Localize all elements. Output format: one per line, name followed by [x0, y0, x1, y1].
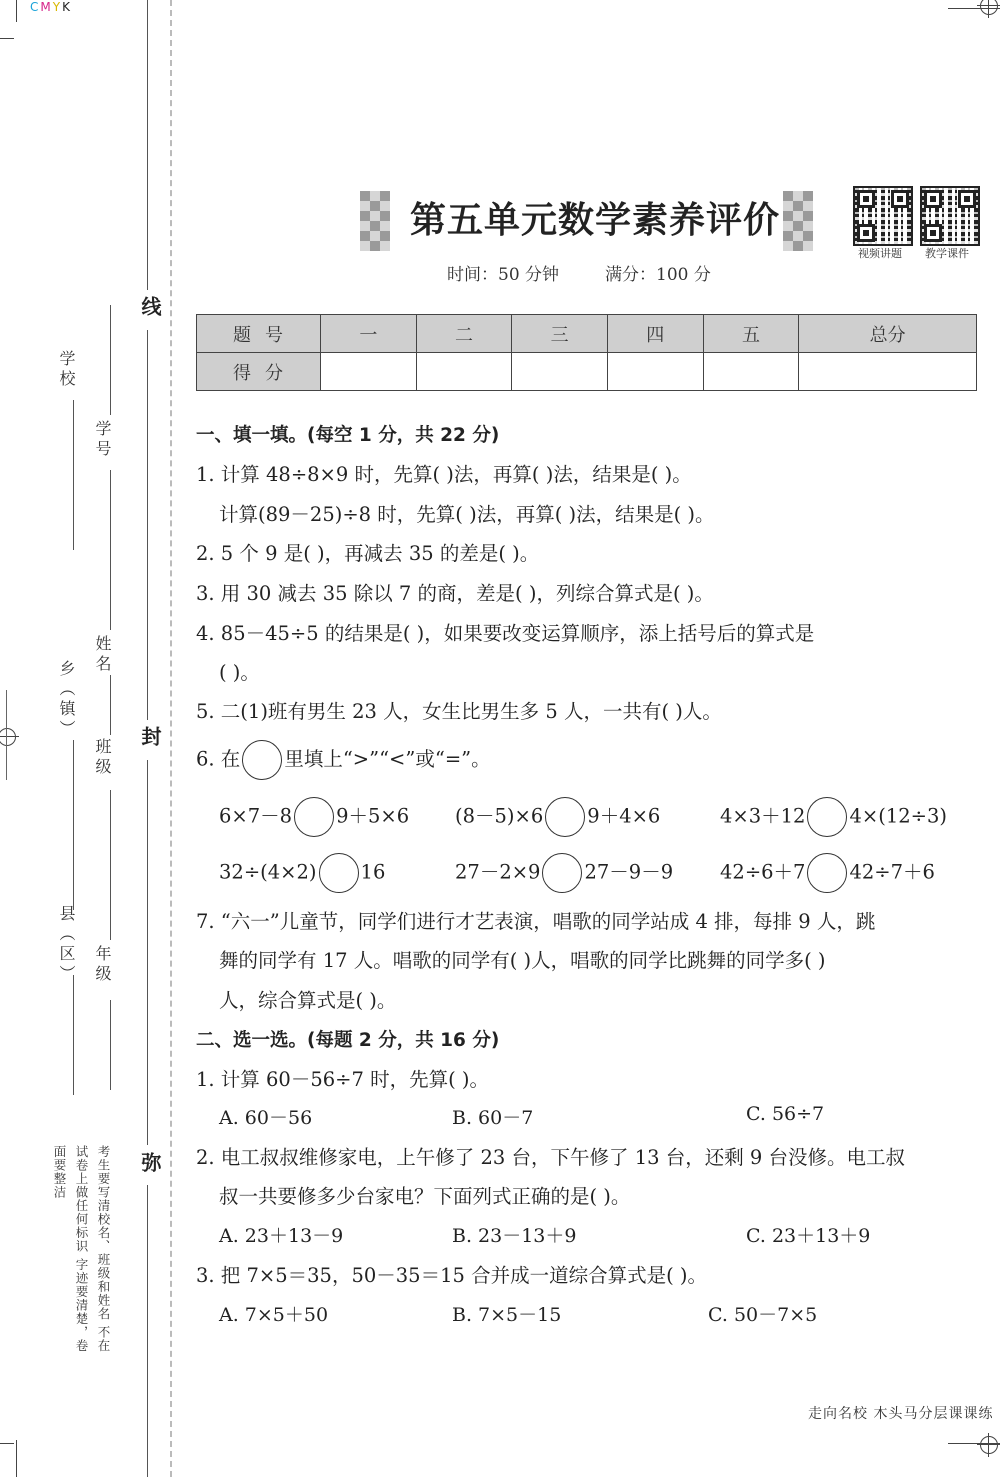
score-header-total: 总分 [799, 315, 977, 353]
answer-circle[interactable] [294, 797, 334, 837]
score-header-5: 五 [703, 315, 799, 353]
student-number-label: 学号 [93, 420, 112, 460]
registration-mark-icon [0, 728, 16, 746]
question-7-line-3: 人，综合算式是( )。 [219, 989, 397, 1012]
section-2-heading: 二、选一选。(每题 2 分，共 16 分) [196, 1030, 500, 1051]
compare-item-4 [219, 853, 385, 893]
question-1-line-1: 1. 计算 48÷8×9 时，先算( )法，再算( )法，结果是( )。 [196, 463, 692, 486]
binding-rule [147, 760, 148, 1145]
registration-mark-icon [980, 1436, 998, 1454]
question-2: 2. 5 个 9 是( )，再减去 35 的差是( )。 [196, 542, 540, 565]
score-cell-3[interactable] [512, 353, 608, 391]
exam-time: 时间：50 分钟 [447, 265, 560, 285]
notice-line: 考生要写清校名、班级和姓名 [96, 1145, 111, 1321]
crop-mark [0, 38, 14, 39]
choice-1-option-c[interactable]: C. 56÷7 [746, 1103, 825, 1125]
county-label: 县（区） [57, 905, 76, 985]
choice-question-3: 3. 把 7×5＝35，50－35＝15 合并成一道综合算式是( )。 [196, 1264, 708, 1287]
crop-mark [16, 1440, 17, 1477]
answer-circle[interactable] [807, 853, 847, 893]
score-header-2: 二 [416, 315, 512, 353]
compare-item-6 [720, 853, 935, 893]
exam-full-marks: 满分：100 分 [605, 265, 711, 285]
name-field[interactable] [110, 470, 111, 630]
binding-rule [147, 0, 148, 290]
school-label: 学校 [57, 350, 76, 390]
question-1-line-2: 计算(89－25)÷8 时，先算( )法，再算( )法，结果是( )。 [219, 503, 715, 526]
cut-mark-line: 线 [138, 296, 162, 316]
class-field[interactable] [110, 675, 111, 735]
score-header-3: 三 [512, 315, 608, 353]
exam-notice [48, 1145, 114, 1365]
compare-right: 27－9－9 [584, 860, 674, 884]
name-label: 姓名 [93, 635, 112, 675]
qr-code-icon[interactable] [920, 186, 980, 246]
compare-item-2 [455, 797, 660, 837]
binding-rule [147, 330, 148, 720]
section-1-heading: 一、填一填。(每空 1 分，共 22 分) [196, 425, 500, 446]
school-field[interactable] [73, 400, 74, 550]
color-bar-c: C [30, 0, 41, 14]
compare-right: 42÷7＋6 [849, 860, 935, 884]
qr-code-icon[interactable] [853, 186, 913, 246]
score-header-1: 一 [321, 315, 417, 353]
score-cell-total[interactable] [799, 353, 977, 391]
choice-2-option-b[interactable]: B. 23－13＋9 [452, 1225, 577, 1247]
grade-label: 年级 [93, 945, 112, 985]
answer-circle[interactable] [319, 853, 359, 893]
choice-1-option-b[interactable]: B. 60－7 [452, 1107, 534, 1129]
score-cell-5[interactable] [703, 353, 799, 391]
choice-2-option-c[interactable]: C. 23＋13＋9 [746, 1225, 871, 1247]
compare-right: 4×(12÷3) [849, 804, 947, 828]
footer-series: 走向名校 木头马分层课课练 [808, 1406, 994, 1422]
registration-mark-icon [980, 0, 998, 15]
crop-mark [0, 1443, 14, 1444]
cut-mark-close: 弥 [138, 1152, 162, 1172]
choice-2-option-a[interactable]: A. 23＋13－9 [219, 1225, 344, 1247]
score-header-4: 四 [607, 315, 703, 353]
compare-right: 16 [360, 860, 386, 884]
question-3: 3. 用 30 减去 35 除以 7 的商，差是( )，列综合算式是( )。 [196, 582, 714, 605]
choice-3-option-a[interactable]: A. 7×5＋50 [219, 1304, 329, 1326]
compare-item-1 [219, 797, 409, 837]
compare-circle-icon [242, 740, 282, 780]
color-bar-k: K [62, 0, 72, 14]
notice-line: 不在试卷上做任何标识 [74, 1145, 111, 1353]
score-row-label: 得分 [197, 353, 321, 391]
qr-label-courseware: 教学课件 [925, 247, 969, 260]
binding-dashed-line [170, 0, 172, 1477]
answer-circle[interactable] [542, 853, 582, 893]
county-field[interactable] [73, 975, 74, 1095]
question-6-prefix: 6. 在 [196, 747, 241, 771]
score-cell-2[interactable] [416, 353, 512, 391]
answer-circle[interactable] [807, 797, 847, 837]
compare-right: 9＋5×6 [336, 804, 410, 828]
question-5: 5. 二(1)班有男生 23 人，女生比男生多 5 人，一共有( )人。 [196, 700, 722, 723]
compare-item-5 [455, 853, 673, 893]
title-decoration-right [783, 191, 813, 251]
score-cell-1[interactable] [321, 353, 417, 391]
color-bar-m: M [40, 0, 53, 14]
qr-label-video: 视频讲题 [858, 247, 902, 260]
crop-mark [16, 0, 17, 22]
choice-question-1: 1. 计算 60－56÷7 时，先算( )。 [196, 1068, 489, 1091]
compare-left: 4×3＋12 [720, 804, 806, 828]
cut-mark-seal: 封 [138, 726, 162, 746]
score-table [196, 314, 977, 391]
binding-rule [110, 1000, 111, 1090]
question-4-line-2: ( )。 [219, 661, 260, 684]
color-bar [30, 0, 72, 14]
choice-3-option-b[interactable]: B. 7×5－15 [452, 1304, 562, 1326]
compare-item-3 [720, 797, 947, 837]
exam-info [447, 260, 757, 285]
compare-left: (8－5)×6 [455, 804, 544, 828]
compare-left: 42÷6＋7 [720, 860, 806, 884]
question-7-line-1: 7. “六一”儿童节，同学们进行才艺表演，唱歌的同学站成 4 排，每排 9 人，跳 [196, 910, 876, 933]
student-number-field[interactable] [110, 305, 111, 415]
question-6-text: 里填上“>”“<”或“=”。 [284, 747, 491, 771]
choice-question-2-line-2: 叔一共要修多少台家电？下面列式正确的是( )。 [219, 1185, 631, 1208]
compare-left: 6×7－8 [219, 804, 293, 828]
choice-question-2-line-1: 2. 电工叔叔维修家电，上午修了 23 台，下午修了 13 台，还剩 9 台没修。电工叔 [196, 1146, 906, 1169]
score-cell-4[interactable] [607, 353, 703, 391]
crop-mark [6, 690, 7, 780]
page-title: 第五单元数学素养评价 [410, 200, 781, 241]
answer-circle[interactable] [545, 797, 585, 837]
choice-3-option-c[interactable]: C. 50－7×5 [708, 1304, 818, 1326]
binding-rule [147, 1185, 148, 1477]
class-label: 班级 [93, 738, 112, 778]
compare-left: 27－2×9 [455, 860, 541, 884]
question-6 [196, 740, 491, 780]
title-decoration-left [360, 191, 390, 251]
question-4-line-1: 4. 85－45÷5 的结果是( )，如果要改变运算顺序，添上括号后的算式是 [196, 622, 815, 645]
color-bar-y: Y [52, 0, 63, 14]
question-7-line-2: 舞的同学有 17 人。唱歌的同学有( )人，唱歌的同学比跳舞的同学多( ) [219, 949, 826, 972]
notice-line: 字迹要清楚，卷面要整洁 [52, 1145, 89, 1353]
compare-right: 9＋4×6 [587, 804, 661, 828]
township-label: 乡（镇） [57, 660, 76, 740]
township-field[interactable] [73, 740, 74, 910]
choice-1-option-a[interactable]: A. 60－56 [219, 1107, 313, 1129]
compare-left: 32÷(4×2) [219, 860, 317, 884]
score-header-question-no: 题号 [197, 315, 321, 353]
grade-field[interactable] [110, 790, 111, 940]
